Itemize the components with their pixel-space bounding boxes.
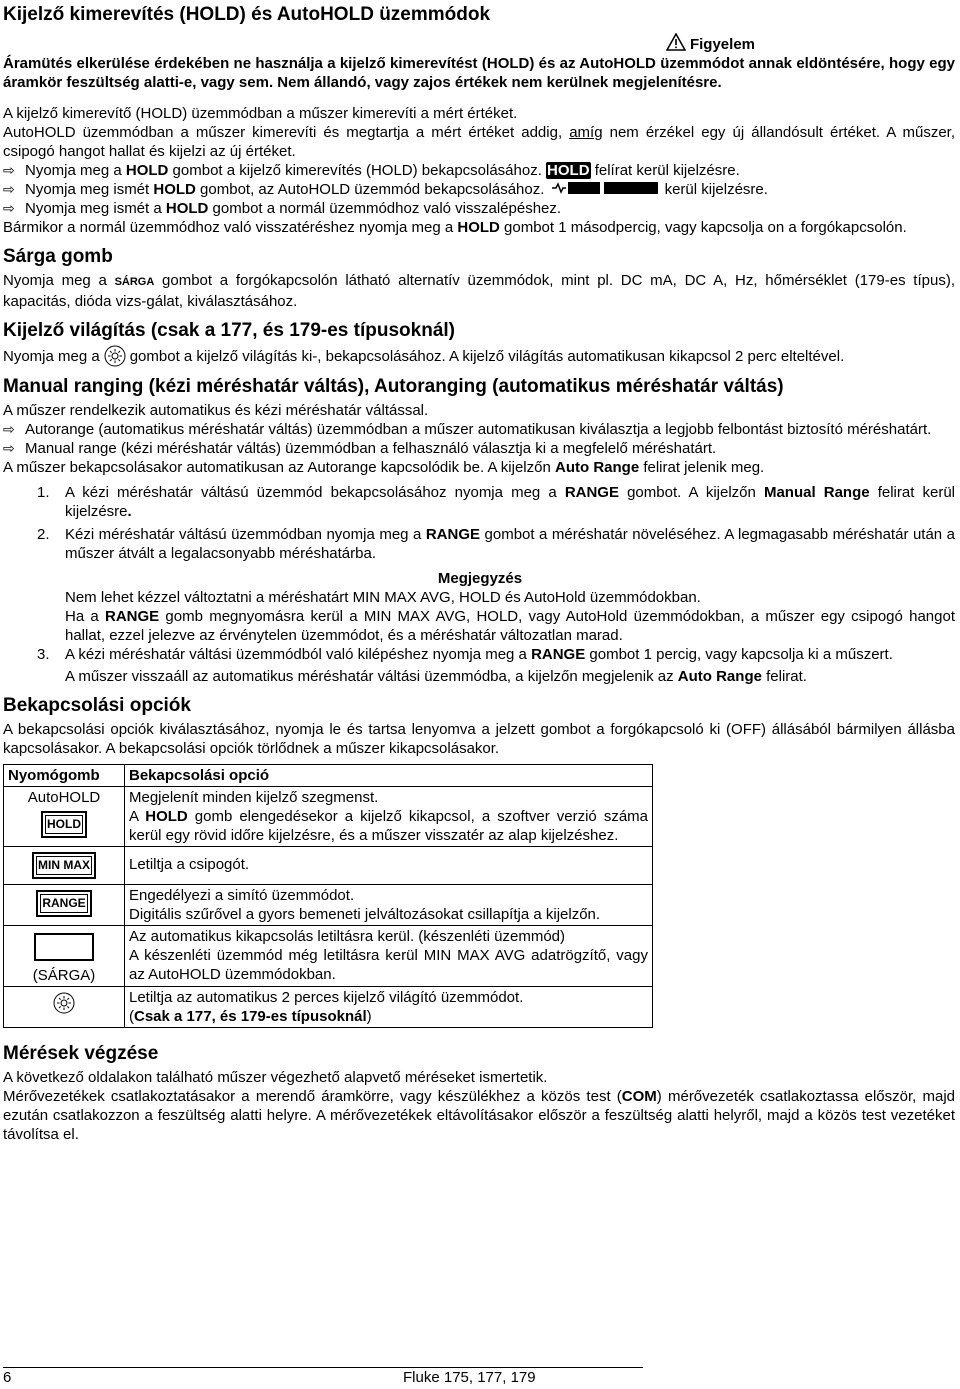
option-desc: Az automatikus kikapcsolás letiltásra kerül. (készenléti üzemmód) (129, 928, 566, 945)
sarga-text: Nyomja meg a SÁRGA gombot a forgókapcsolón látható alternatív üzemmódok, mint pl. DC mA, DC A, Hz, hőmérséklet (179-es típus), kapacitás, dióda vizs-gálat, kiválasztásához. (3, 272, 955, 310)
table-row (4, 926, 653, 987)
note-1: Nem lehet kézzel változtatni a méréshatárt MIN MAX AVG, HOLD és AutoHold üzemmódokban. (65, 589, 701, 606)
arrow-icon: ⇨ (3, 162, 15, 178)
table-row (4, 847, 653, 885)
hold-p3: Bármikor a normál üzemmódhoz való visszatéréshez nyomja meg a HOLD gombot 1 másodpercig, vagy kapcsolja on a forgókapcsolón. (3, 219, 907, 236)
col-header: Bekapcsolási opció (125, 765, 653, 787)
col-header: Nyomógomb (4, 765, 125, 787)
meas-p2: Mérővezetékek csatlakoztatásakor a merendő áramkörre, vagy készülékhez a közös test (COM) mérővezeték csatlakoztassa először, majd ezután csatlakozzon a feszültség alatti helyre. A mérővezetékek eltávolításakor először a feszültség alatti helyről, majd a közös test vezetéket távolítsa el. (3, 1088, 955, 1143)
warning-title-text: Figyelem (689, 36, 755, 53)
option-desc: Engedélyezi a simító üzemmódot. (129, 887, 355, 904)
list-item: 3. A kézi méréshatár váltási üzemmódból való kilépéshez nyomja meg a RANGE gombot 1 percig, vagy kapcsolja ki a műszert. (37, 646, 893, 663)
option-desc: A HOLD gomb elengedésekor a kijelző kikapcsol, a szoftver verzió száma kerül egy rövid időre kijelzésre, és a műszer visszatér az alap kijelzéshez. (129, 808, 648, 844)
hold-bullet-3: ⇨ Nyomja meg ismét a HOLD gombot a normál üzemmódhoz való visszalépéshez. (3, 200, 562, 217)
section-title-sarga: Sárga gomb (3, 246, 113, 267)
option-desc: Digitális szűrővel a gyors bemeneti jelváltozásokat csillapítja a kijelzőn. (129, 906, 601, 923)
list-item: 1. A kézi méréshatár váltású üzemmód bekapcsolásához nyomja meg a RANGE gombot. A kijelzőn Manual Range felirat kerül kijelzésre. (37, 484, 955, 520)
range-steps (3, 483, 955, 563)
option-desc: Megjelenít minden kijelző szegmenst. (129, 789, 379, 806)
range-bullet-1: ⇨ Autorange (automatikus méréshatár váltás) üzemmódban a műszer automatikusan kiválasztja a legjobb felbontást biztosító méréshatárt. (3, 421, 932, 438)
arrow-icon: ⇨ (3, 181, 15, 197)
range-p1: A műszer rendelkezik automatikus és kézi méréshatár váltással. (3, 402, 429, 419)
option-desc: A készenléti üzemmód még letiltásra kerül MIN MAX AVG adatrögzítő, vagy az AutoHOLD üzemmódokban. (129, 947, 648, 983)
button-label: (SÁRGA) (32, 967, 96, 984)
warning-text: Áramütés elkerülése érdekében ne használja a kijelző kimerevítést (HOLD) és az AutoHOLD üzemmódot annak eldöntésére, hogy egy áramkör feszültség alatti-e, vagy sem. Nem állandó, vagy zajos értékek nem kerülnek megjelenítésre. (3, 55, 955, 91)
range-p2: A műszer bekapcsolásakor automatikusan az Autorange kapcsolódik be. A kijelzőn Auto Range felirat jelenik meg. (3, 459, 765, 476)
section-title-meas: Mérések végzése (3, 1043, 159, 1064)
yellow-key-icon (34, 933, 94, 961)
range-steps-cont (3, 645, 955, 664)
range-after-3: A műszer visszaáll az automatikus méréshatár váltási üzemmódba, a kijelzőn megjelenik az Auto Range felirat. (65, 668, 807, 685)
hold-key-icon: HOLD (41, 811, 87, 838)
option-desc: (Csak a 177, és 179-es típusoknál) (129, 1008, 372, 1025)
section-title-light: Kijelző világítás (csak a 177, és 179-es típusoknál) (3, 320, 455, 341)
hold-bullet-1: ⇨ Nyomja meg a HOLD gombot a kijelző kimerevítés (HOLD) bekapcsolásához. HOLD felírat kerül kijelzésre. (3, 162, 740, 179)
backlight-button-icon (104, 345, 126, 367)
option-desc: Letiltja az automatikus 2 perces kijelző világító üzemmódot. (129, 989, 524, 1006)
hold-bullet-2: ⇨ Nyomja meg ismét HOLD gombot, az AutoHOLD üzemmód bekapcsolásához. kerül kijelzésre. (3, 181, 768, 198)
page-number: 6 (3, 1369, 12, 1386)
light-text: Nyomja meg a gombot a kijelző világítás ki-, bekapcsolásához. A kijelző világítás automatikusan kikapcsol 2 perc elteltével. (3, 345, 955, 367)
note-block (3, 569, 955, 645)
minmax-key-icon: MIN MAX (32, 852, 96, 879)
power-options-table (3, 764, 653, 1028)
power-p1: A bekapcsolási opciók kiválasztásához, nyomja le és tartsa lenyomva a jelzett gombot a forgókapcsoló ki (OFF) állásából bármilyen állásba kapcsolásakor. A bekapcsolási opciók törlődnek a műszer kikapcsolásakor. (3, 721, 955, 757)
footer-model: Fluke 175, 177, 179 (403, 1369, 536, 1386)
hold-p2: AutoHOLD üzemmódban a műszer kimerevíti és megtartja a mért értéket addig, amíg nem érzékel egy új állandósult értéket. A műszer, csipogó hangot hallat és kijelzi az új értéket. (3, 124, 956, 160)
button-label: AutoHOLD (27, 789, 101, 806)
warning-title (3, 33, 955, 54)
hold-badge: HOLD (547, 162, 590, 179)
warning-triangle-icon (666, 33, 686, 51)
note-title: Megjegyzés (437, 570, 523, 587)
table-row (4, 987, 653, 1028)
arrow-icon: ⇨ (3, 421, 15, 437)
arrow-icon: ⇨ (3, 200, 15, 216)
note-2: Ha a RANGE gomb megnyomásra kerül a MIN MAX AVG, HOLD, vagy AutoHold üzemmódokban, a műszer egy csipogó hangot hallat, ezzel jelezve az érvénytelen üzemmódot, és a méréshatár változatlan marad. (65, 608, 955, 644)
autohold-display-icon (550, 181, 660, 195)
section-title-range: Manual ranging (kézi méréshatár váltás), Autoranging (automatikus méréshatár váltás) (3, 376, 784, 397)
table-row (4, 885, 653, 926)
page-footer (3, 1367, 643, 1387)
range-key-icon: RANGE (36, 890, 91, 917)
table-header-row (4, 765, 653, 787)
manual-page (0, 3, 958, 1389)
hold-p1: A kijelző kimerevítő (HOLD) üzemmódban a műszer kimerevíti a mért értéket. (3, 105, 518, 122)
meas-p1: A következő oldalakon található műszer végezhető alapvető méréseket ismertetik. (3, 1069, 548, 1086)
section-title-power: Bekapcsolási opciók (3, 695, 191, 716)
option-desc: Letiltja a csipogót. (129, 856, 250, 873)
arrow-icon: ⇨ (3, 440, 15, 456)
range-bullet-2: ⇨ Manual range (kézi méréshatár váltás) üzemmódban a felhasználó választja ki a megfelelő méréshatárt. (3, 440, 717, 457)
table-row (4, 787, 653, 847)
backlight-key-icon (53, 992, 75, 1014)
page-title: Kijelző kimerevítés (HOLD) és AutoHOLD üzemmódok (3, 4, 491, 25)
list-item: 2. Kézi méréshatár váltású üzemmódban nyomja meg a RANGE gombot a méréshatár növeléséhez. A legmagasabb méréshatár után a műszer átvált a legalacsonyabb méréshatárba. (37, 526, 955, 562)
